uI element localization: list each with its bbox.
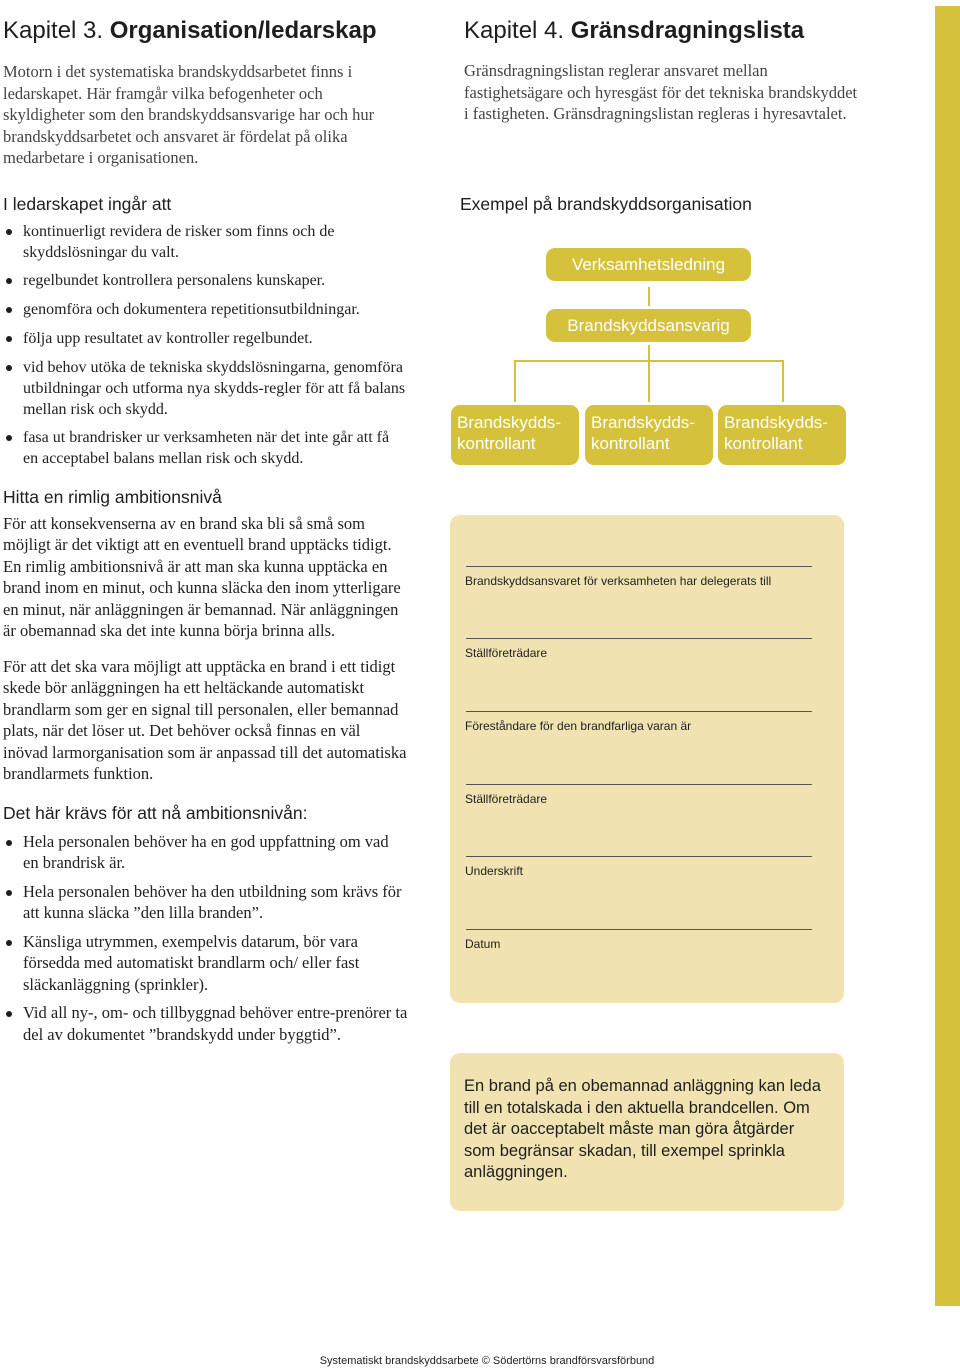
form-field-label: Föreståndare för den brandfarliga varan är: [465, 719, 692, 733]
ambition-paragraph-2: För att det ska vara möjligt att upptäcka en brand i ett tidigt skede bör anläggningen ha ett heltäckande automatiskt brandlarm som ger en signal till personalen, eller bemannad plats, när det löser ut. Det behöver också finnas en väl inövad larmorganisation som är anpassad till det automatiska brandlarmets funktion.: [3, 656, 407, 783]
org-node-fire-safety-responsible: Brandskyddsansvarig: [546, 309, 751, 342]
list-item: Hela personalen behöver ha den utbildning som krävs för att kunna släcka ”den lilla branden”.: [3, 881, 408, 924]
list-item: följa upp resultatet av kontroller regelbundet.: [3, 328, 408, 349]
chapter-3-title: Kapitel 3. Organisation/ledarskap: [3, 17, 377, 44]
list-item: vid behov utöka de tekniska skyddslösningarna, genomföra utbildningar och utforma nya skydds-regler för att få balans mellan risk och skydd.: [3, 357, 408, 420]
form-field-line[interactable]: [466, 711, 812, 712]
form-field-label: Underskrift: [465, 864, 524, 878]
ambition-heading: Hitta en rimlig ambitionsnivå: [3, 486, 222, 507]
ambition-paragraph-1: För att konsekvenserna av en brand ska bli så små som möjligt är det viktigt att en eventuell brand upptäcks tidigt. En rimlig ambitionsnivå är att man ska kunna upptäcka en brand inom en minut, och kunna släcka den inom ytterligare en minut, när anläggningen är bemannad. När anläggningen är obemannad ska det inte kunna börja brinna alls.: [3, 513, 401, 640]
form-field-line[interactable]: [466, 566, 812, 567]
org-node-controller: Brandskydds- kontrollant: [451, 405, 579, 465]
list-item: Känsliga utrymmen, exempelvis datarum, bör vara försedda med automatiskt brandlarm och/ eller fast släckanläggning (sprinkler).: [3, 931, 408, 996]
chapter-4-intro: Gränsdragningslistan reglerar ansvaret mellan fastighetsägare och hyresgäst för det tekniska brandskyddet i fastigheten. Gränsdragningslistan regleras i hyresavtalet.: [464, 61, 858, 123]
chapter-3-column: [3, 16, 408, 1045]
org-node-controller: Brandskydds- kontrollant: [585, 405, 713, 465]
list-item: genomföra och dokumentera repetitionsutbildningar.: [3, 299, 408, 320]
org-connector: [648, 345, 650, 361]
chapter-3-intro: Motorn i det systematiska brandskyddsarbetet finns i ledarskapet. Här framgår vilka befogenheter och skyldigheter som den brandskyddsansvarige har och hur brandskyddsarbetet och ansvaret är fördelat på olika medarbetare i organisationen.: [3, 62, 375, 167]
leadership-heading: I ledarskapet ingår att: [3, 193, 172, 214]
accent-bar: [935, 6, 960, 1306]
note-text: En brand på en obemannad anläggning kan leda till en totalskada i den aktuella brandcellen. Om det är oacceptabelt måste man göra åtgärder som begränsar skadan, till exempel sprinkla anläggningen.: [464, 1077, 821, 1181]
requirements-heading: Det här krävs för att nå ambitionsnivån:: [3, 802, 308, 823]
form-field-label: Ställföreträdare: [465, 646, 548, 660]
form-field-label: Ställföreträdare: [465, 792, 548, 806]
list-item: fasa ut brandrisker ur verksamheten när det inte går att få en acceptabel balans mellan risk och skydd.: [3, 427, 408, 469]
form-field-line[interactable]: [466, 929, 812, 930]
form-field-label: Brandskyddsansvaret för verksamheten har delegerats till: [465, 574, 772, 588]
requirements-list: [3, 831, 408, 1046]
form-field-line[interactable]: [466, 784, 812, 785]
form-field-line[interactable]: [466, 638, 812, 639]
list-item: Vid all ny-, om- och tillbyggnad behöver entre-prenörer ta del av dokumentet ”brandskydd under byggtid”.: [3, 1002, 408, 1045]
page-footer: Systematiskt brandskyddsarbete © Södertörns brandförsvarsförbund: [319, 1355, 655, 1367]
leadership-list: [3, 221, 408, 469]
org-connector: [514, 360, 516, 402]
org-node-controller: Brandskydds- kontrollant: [718, 405, 846, 465]
org-node-management: Verksamhetsledning: [546, 248, 751, 281]
chapter-4-title: Kapitel 4. Gränsdragningslista: [464, 17, 805, 44]
org-connector: [648, 360, 650, 402]
form-field-line[interactable]: [466, 856, 812, 857]
org-chart-heading: Exempel på brandskyddsorganisation: [460, 194, 752, 214]
list-item: kontinuerligt revidera de risker som finns och de skyddslösningar du valt.: [3, 221, 408, 263]
form-field-label: Datum: [465, 937, 501, 951]
list-item: Hela personalen behöver ha en god uppfattning om vad en brandrisk är.: [3, 831, 408, 874]
org-connector: [648, 287, 650, 306]
list-item: regelbundet kontrollera personalens kunskaper.: [3, 270, 408, 291]
org-connector: [782, 360, 784, 402]
